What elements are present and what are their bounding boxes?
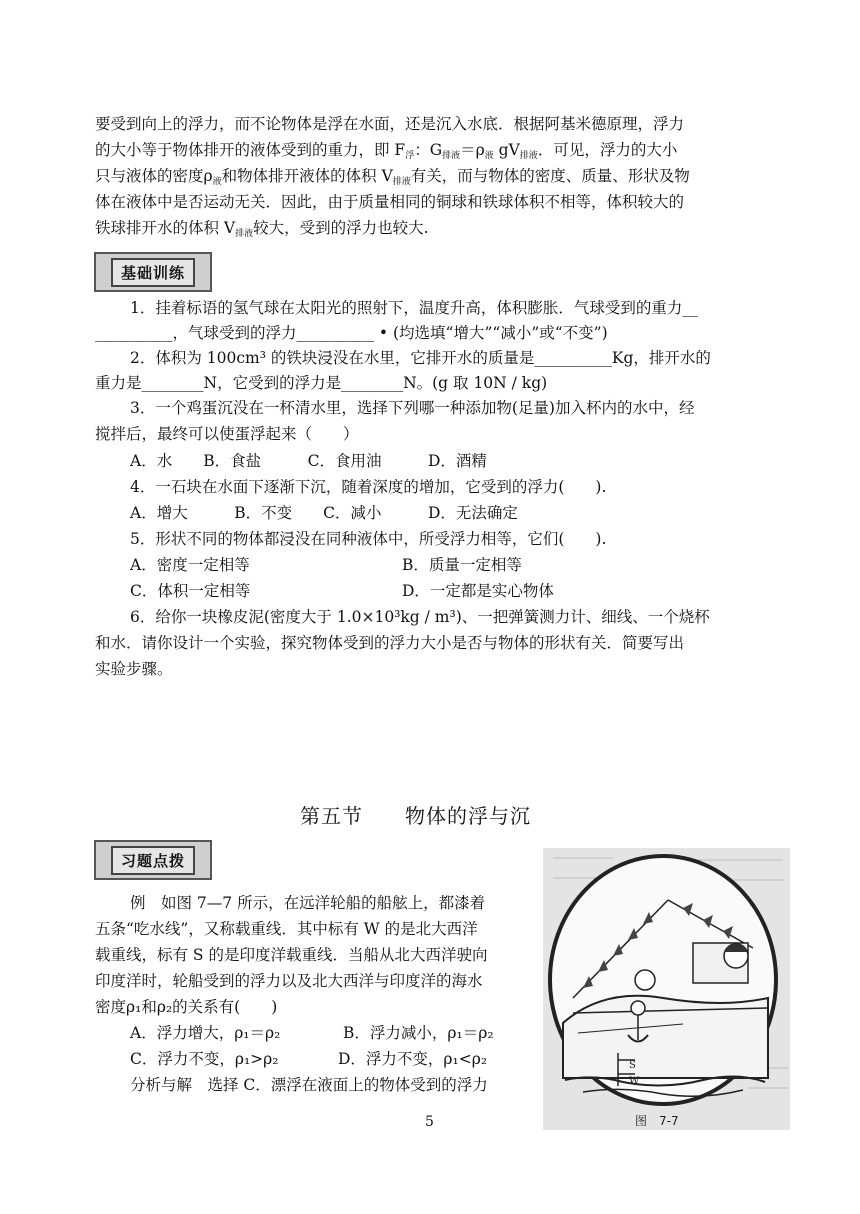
intro-line-4: 体在液体中是否运动无关．因此，由于质量相同的铜球和铁球体积不相等，体积较大的 — [95, 193, 685, 211]
problem-tips-label: 习题点拨 — [111, 846, 195, 875]
example-line-4: 印度洋时，轮船受到的浮力以及北大西洋与印度洋的海水 — [95, 972, 483, 990]
section-title: 第五节 物体的浮与沉 — [300, 804, 531, 828]
example-line-3: 载重线，标有 S 的是印度洋载重线．当船从北大西洋驶向 — [95, 946, 488, 964]
intro-line-2: 的大小等于物体排开的液体受到的重力，即 $F_浮$：$G_{排液}=\rho_液$ $gV_{排液}$．可见，浮力的大小 — [95, 141, 678, 161]
figure-caption: 图 7-7 — [635, 1114, 679, 1128]
question-5-option-c: C．体积一定相等 — [130, 582, 251, 600]
question-2-line-1: 2．体积为 100cm³ 的铁块浸没在水里，它排开水的质量是__________Kg，排开水的 — [130, 349, 711, 367]
question-3-line-2: 搅拌后，最终可以使蛋浮起来（ ） — [95, 425, 359, 443]
basic-training-badge — [94, 252, 212, 292]
question-2-line-2: 重力是________N，它受到的浮力是________N。(g 取 10N / kg) — [95, 374, 548, 392]
question-6-line-2: 和水．请你设计一个实验，探究物体受到的浮力大小是否与物体的形状有关．简要写出 — [95, 634, 685, 652]
page-number: 5 — [425, 1114, 434, 1130]
figure-7-7 — [543, 848, 790, 1130]
basic-training-label: 基础训练 — [111, 258, 195, 287]
question-3-line-1: 3．一个鸡蛋沉没在一杯清水里，选择下列哪一种添加物(足量)加入杯内的水中，经 — [130, 399, 695, 417]
question-1-line-2: __________，气球受到的浮力__________ • (均选填“增大”“减小”或“不变”) — [95, 324, 608, 342]
question-5-option-b: B．质量一定相等 — [402, 556, 522, 574]
intro-line-3: 只与液体的密度$\rho_液$和物体排开液体的体积 $V_{排液}$有关，而与物体的密度、质量、形状及物 — [95, 167, 690, 187]
ship-illustration — [543, 848, 790, 1130]
question-5-option-d: D．一定都是实心物体 — [402, 582, 554, 600]
question-5: 5．形状不同的物体都浸没在同种液体中，所受浮力相等，它们( ). — [130, 530, 607, 548]
question-3-options: A．水 B．食盐 C．食用油 D．酒精 — [130, 452, 487, 470]
example-line-5: 密度ρ₁和ρ₂的关系有( ) — [95, 998, 278, 1016]
example-option-a: A．浮力增大，ρ₁＝ρ₂ — [130, 1024, 281, 1042]
load-line-s: S — [629, 1060, 636, 1071]
example-option-d: D．浮力不变，ρ₁<ρ₂ — [338, 1050, 488, 1068]
question-6-line-3: 实验步骤。 — [95, 660, 173, 678]
example-option-c: C．浮力不变，ρ₁>ρ₂ — [130, 1050, 279, 1068]
question-5-option-a: A．密度一定相等 — [130, 556, 250, 574]
example-option-b: B．浮力减小，ρ₁＝ρ₂ — [343, 1024, 494, 1042]
intro-line-1: 要受到向上的浮力，而不论物体是浮在水面，还是沉入水底．根据阿基米德原理，浮力 — [95, 115, 685, 133]
intro-line-5: 铁球排开水的体积 $V_{排液}$较大，受到的浮力也较大. — [95, 219, 429, 239]
question-4-options: A．增大 B．不变 C．减小 D．无法确定 — [130, 504, 518, 522]
example-analysis: 分析与解 选择 C．漂浮在液面上的物体受到的浮力 — [130, 1076, 488, 1094]
question-6-line-1: 6．给你一块橡皮泥(密度大于 1.0×10³kg / m³)、一把弹簧测力计、细线、一个烧杯 — [130, 608, 710, 626]
example-line-1: 例 如图 7—7 所示，在远洋轮船的船舷上，都漆着 — [130, 894, 486, 912]
question-1-line-1: 1．挂着标语的氢气球在太阳光的照射下，温度升高，体积膨胀．气球受到的重力__ — [130, 299, 698, 317]
example-line-2: 五条“吃水线”，又称载重线．其中标有 W 的是北大西洋 — [95, 920, 478, 938]
problem-tips-badge — [94, 840, 212, 880]
load-line-w: W — [629, 1076, 640, 1087]
question-4: 4．一石块在水面下逐渐下沉，随着深度的增加，它受到的浮力( ). — [130, 478, 607, 496]
